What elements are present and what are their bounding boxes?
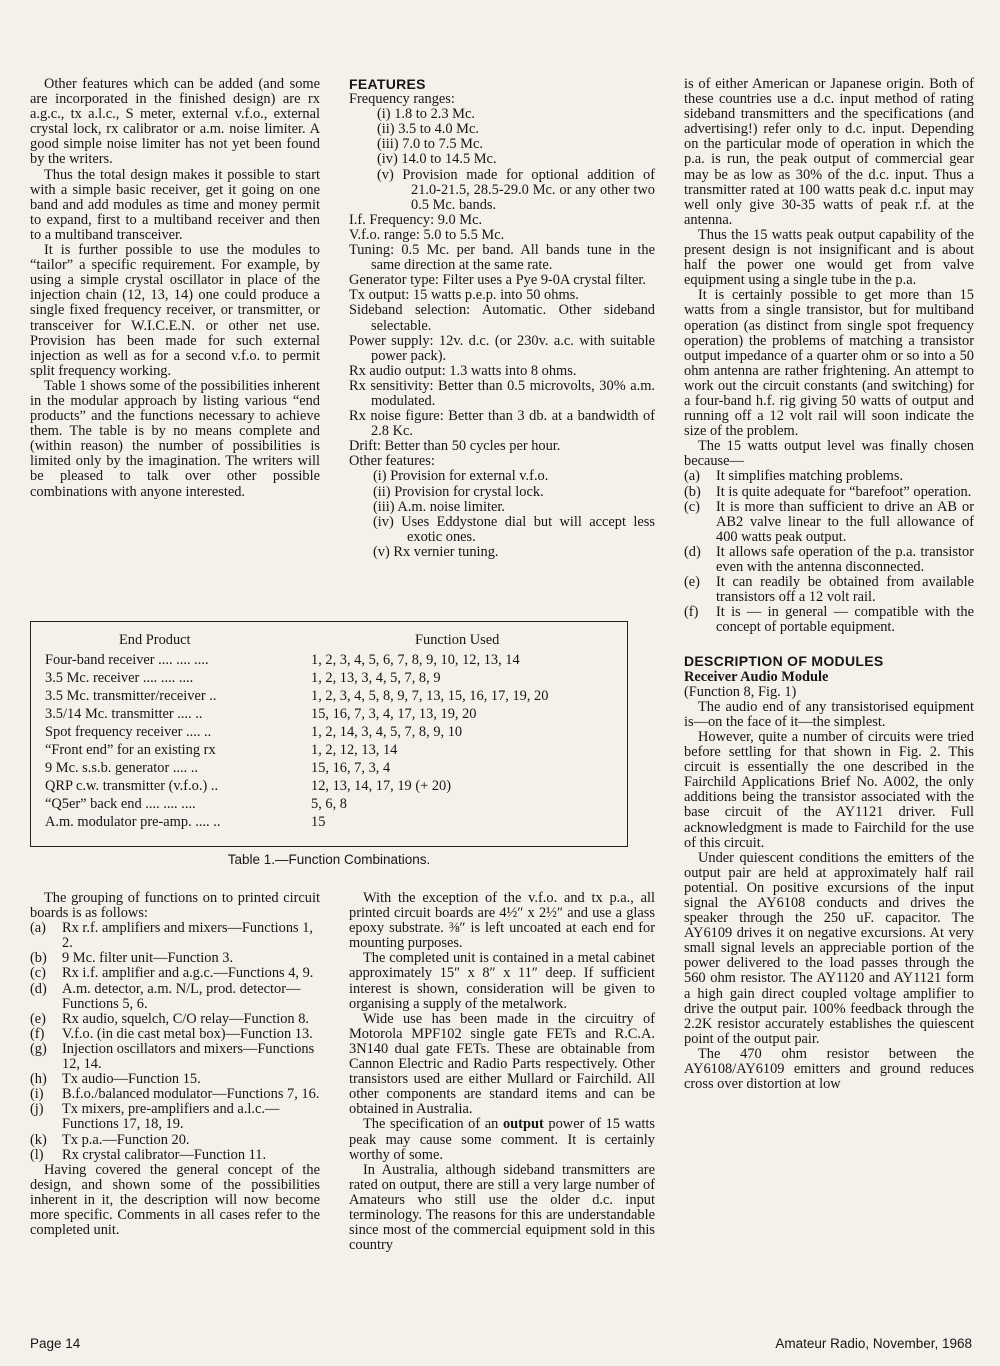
list-item: (e) It can readily be obtained from available transistors off a 12 volt rail. bbox=[684, 574, 974, 606]
range-item: (v) Provision made for optional addition of 21.0-21.5, 28.5-29.0 Mc. or any other two 0.5 Mc. bands. bbox=[377, 166, 655, 213]
paragraph: With the exception of the v.f.o. and tx p.a., all printed circuit boards are 4½″ x 2½″ and use a glass epoxy substrate. ⅜″ is left uncoated at each end for mounting purposes. bbox=[349, 890, 655, 952]
table-header-function: Function Used bbox=[415, 632, 500, 648]
column-1-top bbox=[30, 77, 320, 500]
list-item: (d) It allows safe operation of the p.a. transistor even with the antenna disconnected. bbox=[684, 543, 974, 575]
spec-item: Tuning: 0.5 Mc. per band. All bands tune in the same direction at the same rate. bbox=[349, 242, 655, 274]
page-number: Page 14 bbox=[30, 1336, 81, 1351]
list-item: (f) V.f.o. (in die cast metal box)—Function 13. bbox=[30, 1025, 313, 1042]
paragraph: The 15 watts output level was finally chosen because— bbox=[684, 438, 974, 470]
paragraph: Having covered the general concept of the design, and shown some of the possibilities inherent in it, the description will now become more specific. Comments in all cases refer to the completed unit. bbox=[30, 1161, 320, 1239]
other-features-label: Other features: bbox=[349, 453, 435, 470]
spec-item: Power supply: 12v. d.c. (or 230v. a.c. with suitable power pack). bbox=[349, 332, 655, 364]
other-feature-item: (i) Provision for external v.f.o. bbox=[373, 468, 549, 485]
paragraph: However, quite a number of circuits were tried before settling for that shown in Fig. 2. This circuit is essentially the one described in the Fairchild Applications Brief No. A002, the only additions being the transistor associated with the base circuit of the AY1121 driver. Full acknowledgment is made to Fairchild for the use of this circuit. bbox=[684, 728, 974, 851]
list-item: (b) It is quite adequate for “barefoot” operation. bbox=[684, 483, 972, 500]
other-feature-item: (iv) Uses Eddystone dial but will accept less exotic ones. bbox=[373, 513, 655, 545]
features-heading: FEATURES bbox=[349, 76, 426, 92]
column-1-bottom bbox=[30, 891, 320, 1238]
list-item: (b) 9 Mc. filter unit—Function 3. bbox=[30, 950, 234, 967]
list-item: (h) Tx audio—Function 15. bbox=[30, 1071, 201, 1088]
spec-item: Tx output: 15 watts p.e.p. into 50 ohms. bbox=[349, 287, 579, 304]
list-item: (c) Rx i.f. amplifier and a.g.c.—Functions 4, 9. bbox=[30, 965, 314, 982]
range-item: (ii) 3.5 to 4.0 Mc. bbox=[377, 121, 479, 138]
spec-item: Generator type: Filter uses a Pye 9-0A crystal filter. bbox=[349, 272, 646, 289]
paragraph: The grouping of functions on to printed circuit boards is as follows: bbox=[30, 890, 320, 922]
list-item: (a) Rx r.f. amplifiers and mixers—Functions 1, 2. bbox=[30, 920, 314, 952]
paragraph: The 470 ohm resistor between the AY6108/AY6109 emitters and ground reduces cross over distortion at low bbox=[684, 1045, 974, 1093]
board-groups-list bbox=[30, 921, 320, 1163]
other-feature-item: (ii) Provision for crystal lock. bbox=[373, 483, 544, 500]
range-item: (iv) 14.0 to 14.5 Mc. bbox=[377, 151, 497, 168]
column-2-bottom bbox=[349, 891, 655, 1253]
modules-heading: DESCRIPTION OF MODULES bbox=[684, 653, 884, 670]
paragraph: Other features which can be added (and some are incorporated in the finished design) are rx a.g.c., tx a.l.c., S meter, external v.f.o., external crystal lock, rx calibrator or a.m. noise limiter. A good simple noise limiter has not yet been found by the writers. bbox=[30, 76, 320, 168]
reasons-list bbox=[684, 469, 974, 635]
list-item: (a) It simplifies matching problems. bbox=[684, 468, 904, 485]
function-table: End Product Function Used Four-band receiver .... .... .... 1, 2, 3, 4, 5, 6, 7, 8, 9, 10, 12, 13, 14 3.5 Mc. receiver .... .... .... 1, 2, 13, 3, 4, 5, 7, 8, 9 3.5 Mc. transmitter/receiver .. 1, 2, 3, 4, 5, 8, 9, 7, 13, 15, 16, 17, 19, 20 3.5/14 Mc. transmitter .... .. 15, 16, 7, 3, 4, 17, 13, 19, 20 Spot frequency receiver .... .. 1, 2, 14, 3, 4, 5, 7, 8, 9, 10 “Front end” for an existing rx 1, 2, 12, 13, 14 9 Mc. s.s.b. generator .... .. 15, 16, 7, 3, 4 QRP c.w. transmitter (v.f.o.) .. 12, 13, 14, 17, 19 (+ 20) “Q5er” back end .... .... .... 5, 6, 8 A.m. modulator pre-amp. .... .. 15 bbox=[30, 621, 628, 847]
column-3 bbox=[684, 77, 974, 1092]
paragraph: The completed unit is contained in a metal cabinet approximately 15″ x 8″ x 11″ deep. If sufficient interest is shown, consideration will be given to organising a supply of the metalwork. bbox=[349, 950, 655, 1012]
paragraph: Table 1 shows some of the possibilities inherent in the modular approach by listing various “end products” and the functions necessary to achieve them. The table is by no means complete and (within reason) the number of possibilities is limited only by the imagination. The writers will be pleased to talk over other possible combinations with anyone interested. bbox=[30, 377, 320, 500]
list-item: (i) B.f.o./balanced modulator—Functions 7, 16. bbox=[30, 1086, 320, 1103]
freq-label: Frequency ranges: bbox=[349, 91, 455, 108]
paragraph: The specification of an output power of 15 watts peak may cause some comment. It is certainly worthy of some. bbox=[349, 1116, 656, 1163]
paragraph: is of either American or Japanese origin. Both of these countries use a d.c. input method of rating sideband transmitters and the specifications (and advertising!) refer only to d.c. input. Depending on the particular mode of operation in which the p.a. is run, the peak output of commercial gear may be as low as 30% of the d.c. input. Thus a transmitter rated at 100 watts peak d.c. input may well only give 30-35 watts of peak r.f. at the antenna. bbox=[684, 76, 974, 228]
table-header-end-product: End Product bbox=[119, 632, 191, 648]
list-item: (j) Tx mixers, pre-amplifiers and a.l.c.—Functions 17, 18, 19. bbox=[30, 1101, 280, 1133]
other-feature-item: (iii) A.m. noise limiter. bbox=[373, 498, 505, 515]
paragraph: It is further possible to use the modules to “tailor” a specific requirement. For example, by using a simple crystal oscillator in place of the injection chain (12, 13, 14) one could produce a single fixed frequency receiver, or transmitter, or transceiver for W.I.C.E.N. or other net use. Provision has been made for such external injection as well as for a second v.f.o. to permit split frequency working. bbox=[30, 242, 320, 379]
range-item: (iii) 7.0 to 7.5 Mc. bbox=[377, 136, 483, 153]
paragraph: Thus the total design makes it possible to start with a simple basic receiver, get it going on one band and add modules as time and money permit to expand, first to a multiband receiver and then to a multiband transceiver. bbox=[30, 166, 320, 243]
spec-item: I.f. Frequency: 9.0 Mc. bbox=[349, 211, 483, 228]
list-item: (f) It is — in general — compatible with the concept of portable equipment. bbox=[684, 604, 974, 636]
list-item: (k) Tx p.a.—Function 20. bbox=[30, 1131, 190, 1148]
list-item: (g) Injection oscillators and mixers—Functions 12, 14. bbox=[30, 1040, 315, 1073]
features-section bbox=[349, 77, 655, 560]
table-caption: Table 1.—Function Combinations. bbox=[227, 852, 431, 867]
paragraph: Thus the 15 watts peak output capability of the present design is not insignificant and is about half the power one would get from valve equipment using a single tube in the p.a. bbox=[684, 226, 974, 289]
spec-item: Drift: Better than 50 cycles per hour. bbox=[349, 438, 561, 455]
paragraph: In Australia, although sideband transmitters are rated on output, there are still a very large number of Amateurs who still use the older d.c. input terminology. The reasons for this are understandable since most of the commercial equipment sold in this country bbox=[349, 1161, 655, 1254]
sub-heading: Receiver Audio Module bbox=[684, 668, 829, 685]
paragraph: Under quiescent conditions the emitters of the output pair are held at approximately half rail potential. On positive excursions of the input signal the AY6108 conducts and drives the speaker through the 250 uF. capacitor. The AY6109 drives it on negative excursions. At very small signal levels an appreciable portion of the power delivered to the load passes through the 560 ohm resistor. The AY1120 and AY1121 form a high gain direct coupled voltage amplifier to drive the output pair. 100% feedback through the 2.2K resistor accurately establishes the quiescent point of the output pair. bbox=[684, 849, 974, 1047]
journal-name: Amateur Radio, November, 1968 bbox=[775, 1336, 972, 1351]
range-item: (i) 1.8 to 2.3 Mc. bbox=[377, 106, 475, 123]
spec-item: Rx noise figure: Better than 3 db. at a bandwidth of 2.8 Kc. bbox=[349, 408, 655, 440]
list-item: (d) A.m. detector, a.m. N/L, prod. detector—Functions 5, 6. bbox=[30, 980, 301, 1012]
list-item: (l) Rx crystal calibrator—Function 11. bbox=[30, 1146, 267, 1163]
paragraph: Wide use has been made in the circuitry of Motorola MPF102 single gate FETs and R.C.A. 3N140 dual gate FETs. These are obtainable from Cannon Electric and Radio Parts respectively. Other transistors used are either Mullard or Fairchild. All other components are standard items and can be obtained in Australia. bbox=[349, 1010, 655, 1118]
list-item: (e) Rx audio, squelch, C/O relay—Function 8. bbox=[30, 1010, 310, 1027]
list-item: (c) It is more than sufficient to drive an AB or AB2 valve linear to the full allowance of 400 watts peak output. bbox=[684, 498, 974, 545]
paragraph: The audio end of any transistorised equipment is—on the face of it—the simplest. bbox=[684, 698, 974, 730]
paragraph: It is certainly possible to get more than 15 watts from a single transistor, but for multiband operation (as distinct from single spot frequency operation) the problems of matching a transistor output impedance of a quarter ohm or so into a 50 ohm antenna are rather frightening. An attempt to work out the circuit constants (and switching) for a four-band h.f. rig giving 50 watts of output and running off a 12 volt rail will soon indicate the size of the problem. bbox=[684, 287, 974, 440]
other-feature-item: (v) Rx vernier tuning. bbox=[373, 543, 499, 560]
spec-item: Sideband selection: Automatic. Other sideband selectable. bbox=[349, 302, 655, 334]
spec-item: Rx audio output: 1.3 watts into 8 ohms. bbox=[349, 362, 577, 379]
sub-reference: (Function 8, Fig. 1) bbox=[684, 683, 797, 700]
spec-item: Rx sensitivity: Better than 0.5 microvolts, 30% a.m. modulated. bbox=[349, 377, 655, 409]
spec-item: V.f.o. range: 5.0 to 5.5 Mc. bbox=[349, 226, 505, 243]
